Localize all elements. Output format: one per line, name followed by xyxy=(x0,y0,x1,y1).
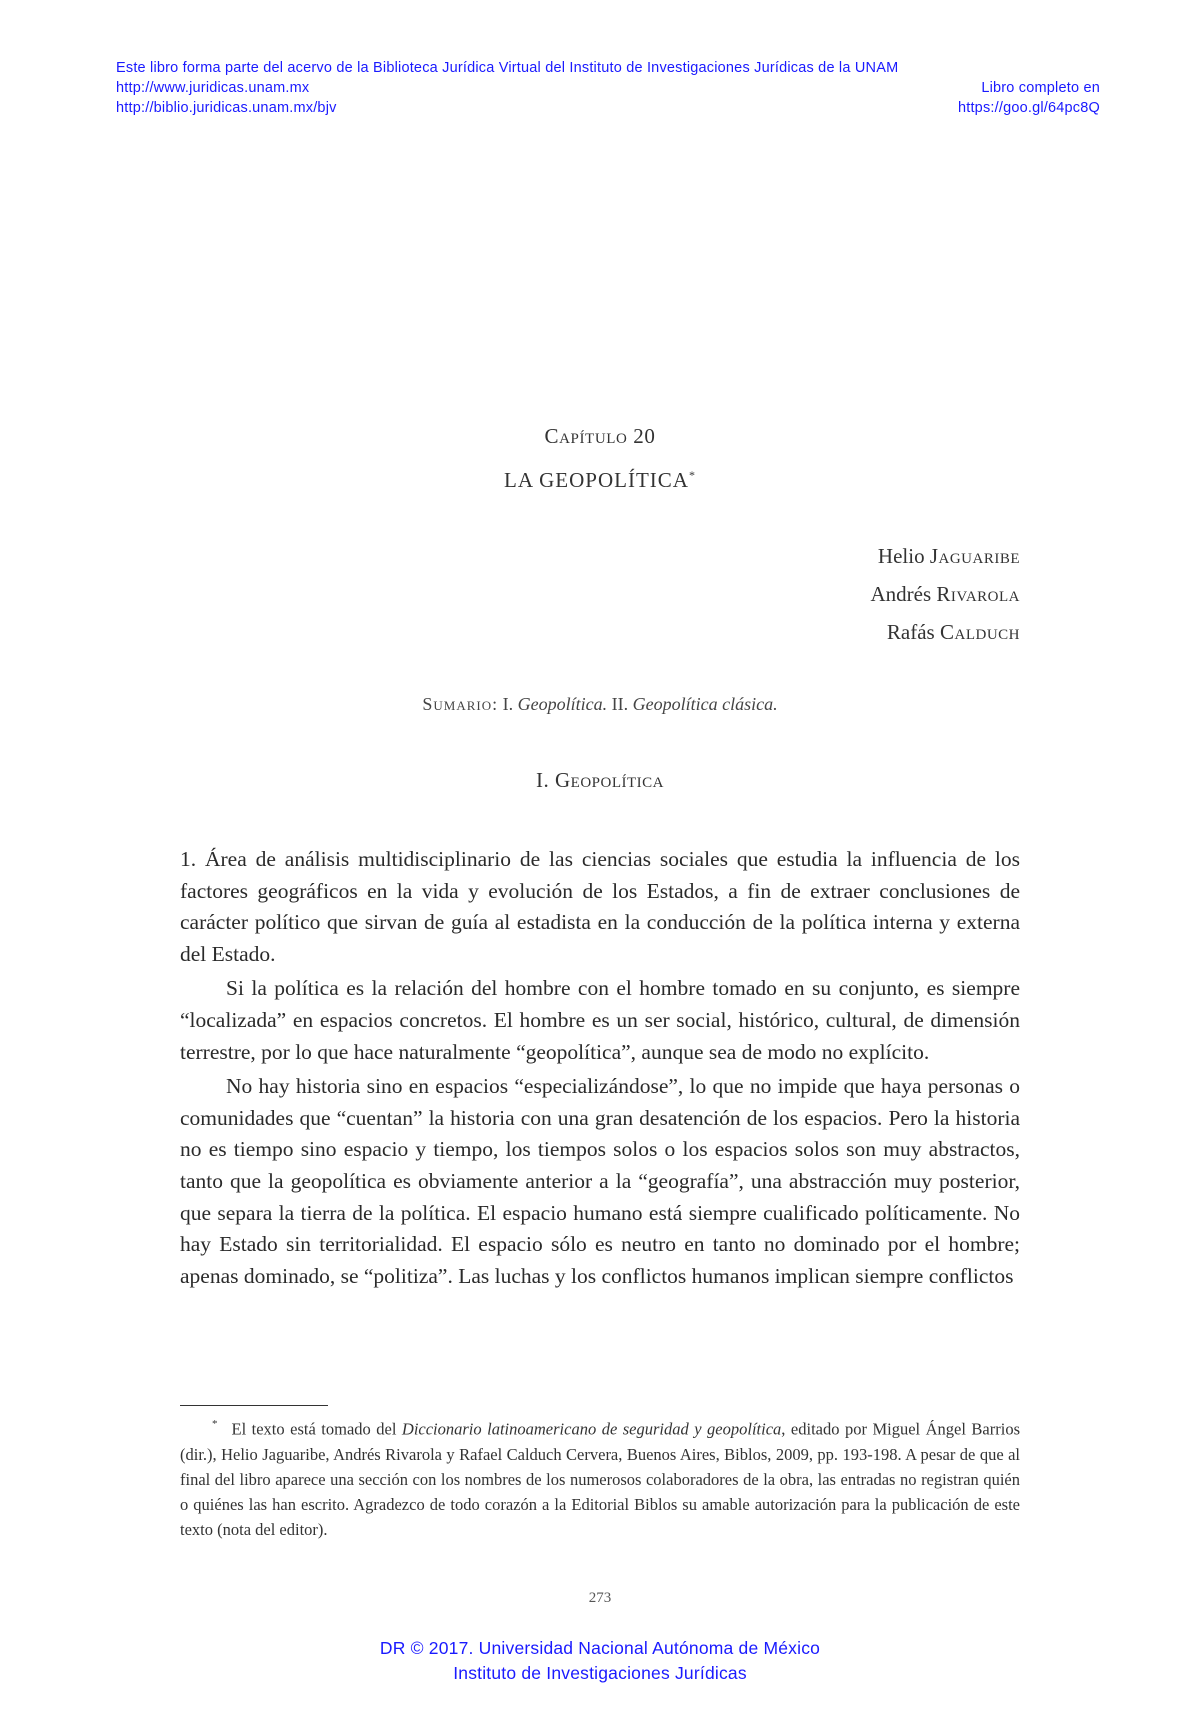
libro-completo-label: Libro completo en xyxy=(981,80,1100,96)
copyright-line: DR © 2017. Universidad Nacional Autónoma de México xyxy=(379,1638,821,1658)
author-last-name: Rivarola xyxy=(936,582,1020,606)
chapter-title-text: LA GEOPOLÍTICA xyxy=(504,468,689,492)
paragraph-3: No hay historia sino en espacios “especializándose”, lo que no impide que haya personas o comunidades que “cuentan” la historia con una gran desatención de los espacios. Pero la historia no es tiempo sino espacio y tiempo, los tiempos solos o los espacios solos son muy abstractos, tanto que la geopolítica es obviamente anterior a la “geografía”, una abstracción muy posterior, que separa la tierra de la política. El espacio humano está siempre cualificado políticamente. No hay Estado sin territorialidad. El espacio sólo es neutro en tanto no dominado por el hombre; apenas dominado, se “politiza”. Las luchas y los conflictos humanos implican siempre conflictos xyxy=(180,1074,1020,1288)
banner-row-2 xyxy=(116,78,1100,98)
juridicas-link[interactable]: http://www.juridicas.unam.mx xyxy=(116,80,310,96)
footnote-text-a: El texto está tomado del xyxy=(231,1419,402,1439)
footnote xyxy=(180,1413,1020,1542)
body-text xyxy=(180,844,1020,1292)
chapter-title xyxy=(180,468,1020,493)
author-2 xyxy=(600,575,1020,613)
summary-item-2: Geopolítica clásica. xyxy=(632,694,778,714)
chapter-label: Capítulo 20 xyxy=(544,424,656,448)
institute-line: Instituto de Investigaciones Jurídicas xyxy=(453,1663,747,1683)
chapter-summary xyxy=(180,694,1020,715)
footnote-text-b: , editado por Miguel Ángel Barrios (dir.), Helio Jaguaribe, Andrés Rivarola y Rafael Calduch Cervera, Buenos Aires, Biblos, 2009, pp. 193-198. A pesar de que al final del libro aparece una sección con los nombres de los numerosos colaboradores de la obra, las entradas no registran quién o quiénes las han escrito. Agradezco de todo corazón a la Editorial Biblos su amable autorización para la publicación de este texto (nota del editor). xyxy=(180,1419,1020,1539)
bjv-link[interactable]: http://biblio.juridicas.unam.mx/bjv xyxy=(116,100,337,116)
footnote-book-title: Diccionario latinoamericano de seguridad y geopolítica xyxy=(401,1419,782,1439)
author-3 xyxy=(600,613,1020,651)
summary-item-1: Geopolítica. xyxy=(517,694,608,714)
footnote-text xyxy=(180,1413,1020,1542)
author-first-name: Rafás xyxy=(886,620,935,644)
footnote-rule xyxy=(180,1405,328,1406)
copyright-footer xyxy=(180,1636,1020,1686)
footnote-mark: * xyxy=(212,1418,218,1430)
paragraph-2: Si la política es la relación del hombre con el hombre tomado en su conjunto, es siempre “localizada” en espacios concretos. El hombre es un ser social, histórico, cultural, de dimensión terrestre, por lo que hace naturalmente “geopolítica”, aunque sea de modo no explícito. xyxy=(180,976,1020,1064)
banner-row-3 xyxy=(116,98,1100,118)
banner-notice: Este libro forma parte del acervo de la Biblioteca Jurídica Virtual del Instituto de Investigaciones Jurídicas de la UNAM xyxy=(116,60,899,76)
author-first-name: Andrés xyxy=(870,582,932,606)
author-first-name: Helio xyxy=(877,544,925,568)
author-list xyxy=(600,537,1020,651)
summary-item-1-num: I. xyxy=(502,694,514,714)
summary-item-2-num: II. xyxy=(611,694,629,714)
author-last-name: Calduch xyxy=(939,620,1020,644)
author-last-name: Jaguaribe xyxy=(929,544,1020,568)
paragraph-1: 1. Área de análisis multidisciplinario de las ciencias sociales que estudia la influencia de los factores geográficos en la vida y evolución de los Estados, a fin de extraer conclusiones de carácter político que sirvan de guía al estadista en la conducción de la política interna y externa del Estado. xyxy=(180,847,1020,966)
title-footnote-mark: * xyxy=(688,468,696,482)
section-heading: I. Geopolítica xyxy=(536,768,664,792)
summary-label: Sumario: xyxy=(422,694,499,714)
repository-banner xyxy=(116,58,1100,118)
page-number: 273 xyxy=(588,1590,612,1606)
book-short-link[interactable]: https://goo.gl/64pc8Q xyxy=(957,100,1100,116)
author-1 xyxy=(600,537,1020,575)
